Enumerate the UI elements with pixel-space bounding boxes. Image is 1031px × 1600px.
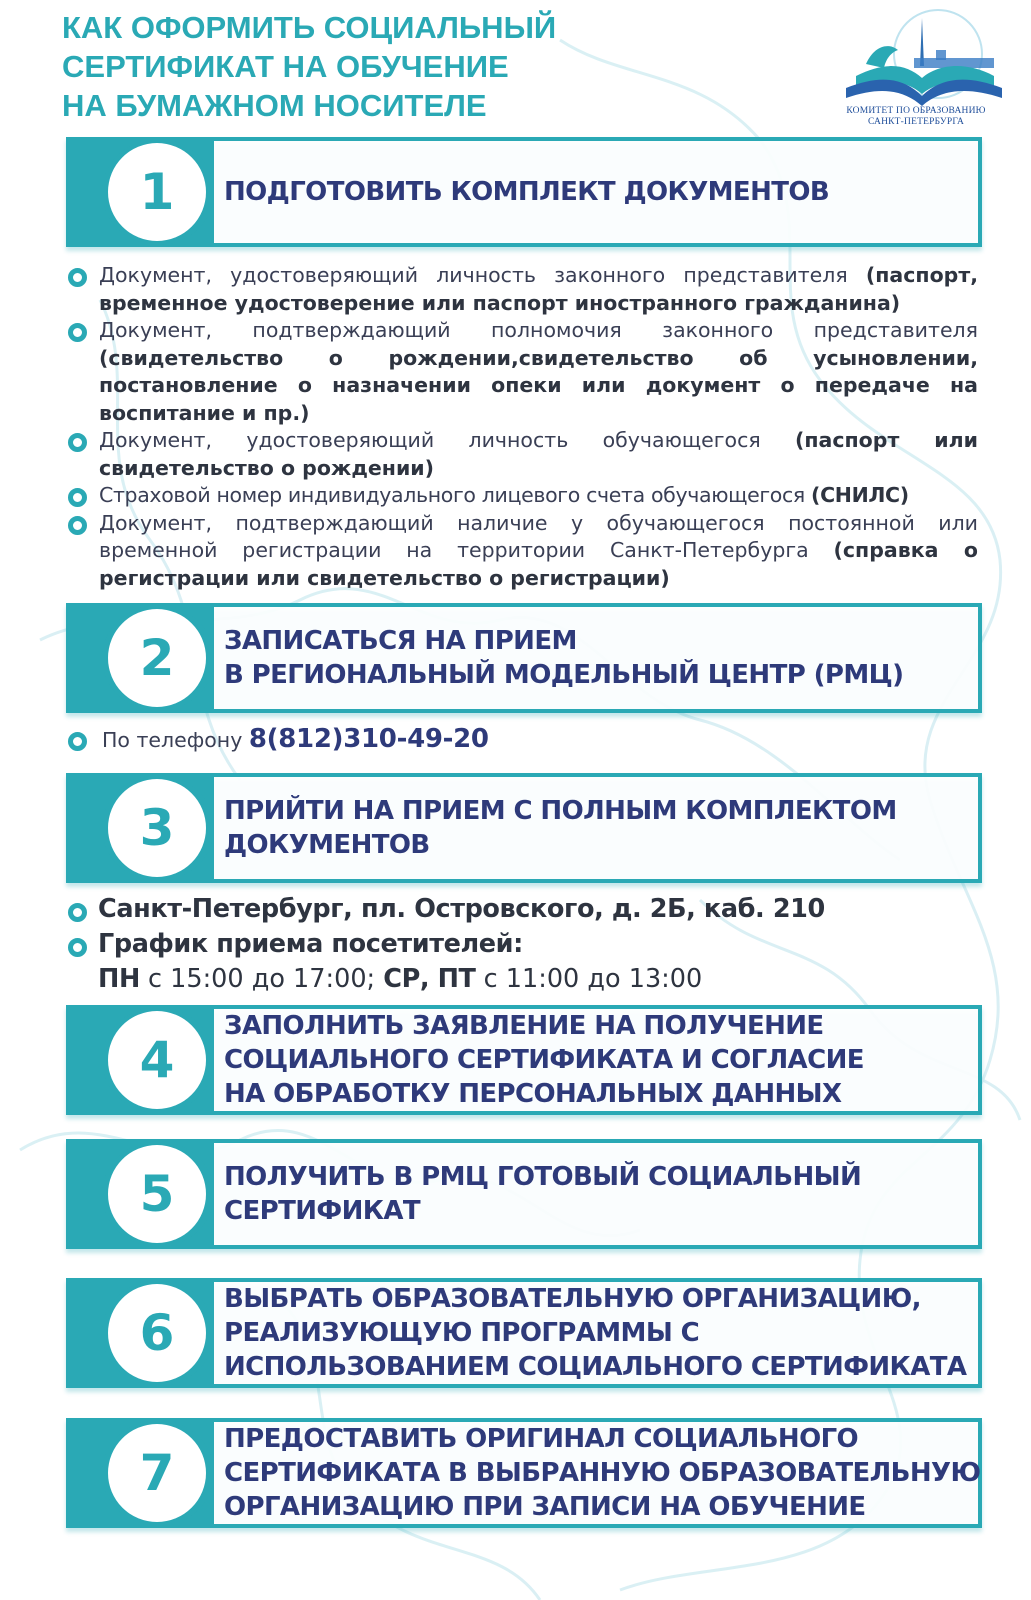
schedule-row: ПН с 15:00 до 17:00; СР, ПТ с 11:00 до 13:00 <box>98 964 703 994</box>
bullet-icon <box>68 938 87 957</box>
step-5 <box>66 1139 982 1249</box>
logo-line-1: КОМИТЕТ ПО ОБРАЗОВАНИЮ <box>846 106 986 116</box>
bullet-icon <box>68 516 87 535</box>
step-title-line: ВЫБРАТЬ ОБРАЗОВАТЕЛЬНУЮ ОРГАНИЗАЦИЮ, <box>224 1284 921 1314</box>
step-number: 4 <box>139 1031 175 1089</box>
list-item: Страховой номер индивидуального лицевого счета обучающегося (СНИЛС) <box>66 482 978 510</box>
bullet-icon <box>68 268 87 287</box>
title-line-2: СЕРТИФИКАТ НА ОБУЧЕНИЕ <box>62 49 509 84</box>
step-title-line: ПРЕДОСТАВИТЬ ОРИГИНАЛ СОЦИАЛЬНОГО <box>224 1424 859 1454</box>
step-title-line: СЕРТИФИКАТА В ВЫБРАННУЮ ОБРАЗОВАТЕЛЬНУЮ <box>224 1458 981 1488</box>
visit-info <box>66 892 825 997</box>
bullet-icon <box>68 323 87 342</box>
logo-line-2: САНКТ-ПЕТЕРБУРГА <box>867 117 965 127</box>
phone-number[interactable]: 8(812)310-49-20 <box>248 724 489 754</box>
title-line-1: КАК ОФОРМИТЬ СОЦИАЛЬНЫЙ <box>62 10 557 45</box>
bullet-icon <box>68 433 87 452</box>
step-title-line: СОЦИАЛЬНОГО СЕРТИФИКАТА И СОГЛАСИЕ <box>224 1045 864 1075</box>
address: Санкт-Петербург, пл. Островского, д. 2Б, каб. 210 <box>98 894 825 924</box>
title-line-3: НА БУМАЖНОМ НОСИТЕЛЕ <box>62 88 487 123</box>
step-title-line: ОРГАНИЗАЦИЮ ПРИ ЗАПИСИ НА ОБУЧЕНИЕ <box>224 1492 866 1522</box>
step-title-line: ЗАПОЛНИТЬ ЗАЯВЛЕНИЕ НА ПОЛУЧЕНИЕ <box>224 1011 824 1041</box>
step-4 <box>66 1005 982 1115</box>
step-title-line: В РЕГИОНАЛЬНЫЙ МОДЕЛЬНЫЙ ЦЕНТР (РМЦ) <box>224 660 904 690</box>
step-title-line: ПРИЙТИ НА ПРИЕМ С ПОЛНЫМ КОМПЛЕКТОМ <box>224 796 897 826</box>
list-item: Документ, удостоверяющий личность законного представителя (паспорт, временное удостоверение или паспорт иностранного гражданина) <box>66 262 978 317</box>
step-2 <box>66 603 982 713</box>
bullet-icon <box>68 903 87 922</box>
step-6 <box>66 1278 982 1388</box>
address-row <box>66 892 825 927</box>
step-number: 6 <box>139 1304 175 1362</box>
schedule-title: График приема посетителей: <box>98 929 523 959</box>
documents-list <box>66 262 978 592</box>
phone-label: По телефону <box>102 728 249 752</box>
step-number: 3 <box>139 799 175 857</box>
bullet-icon <box>68 732 87 751</box>
step-title-line: РЕАЛИЗУЮЩУЮ ПРОГРАММЫ С <box>224 1318 700 1348</box>
step-title-line: НА ОБРАБОТКУ ПЕРСОНАЛЬНЫХ ДАННЫХ <box>224 1079 842 1109</box>
phone-row <box>66 724 489 754</box>
step-title-line: ПОЛУЧИТЬ В РМЦ ГОТОВЫЙ СОЦИАЛЬНЫЙ <box>224 1162 862 1192</box>
list-item: Документ, подтверждающий наличие у обучающегося постоянной или временной регистрации на территории Санкт-Петербурга (справка о регистрации или свидетельство о регистрации) <box>66 510 978 593</box>
bullet-icon <box>68 488 87 507</box>
step-number: 1 <box>139 163 175 221</box>
logo-caption <box>826 106 1006 128</box>
step-title-line: ЗАПИСАТЬСЯ НА ПРИЕМ <box>224 626 577 656</box>
step-number: 2 <box>139 629 175 687</box>
step-title-line: ДОКУМЕНТОВ <box>224 830 430 860</box>
step-number: 7 <box>139 1444 175 1502</box>
step-title-line: ПОДГОТОВИТЬ КОМПЛЕКТ ДОКУМЕНТОВ <box>224 177 830 207</box>
step-title-line: СЕРТИФИКАТ <box>224 1196 421 1226</box>
step-1 <box>66 137 982 247</box>
step-title-line: ИСПОЛЬЗОВАНИЕМ СОЦИАЛЬНОГО СЕРТИФИКАТА <box>224 1352 967 1382</box>
page-title <box>62 8 802 125</box>
step-3 <box>66 773 982 883</box>
list-item: Документ, подтверждающий полномочия законного представителя (свидетельство о рождении,свидетельство об усыновлении, постановление о назначении опеки или документ о передаче на воспитание и пр.) <box>66 317 978 427</box>
list-item: Документ, удостоверяющий личность обучающегося (паспорт или свидетельство о рождении) <box>66 427 978 482</box>
schedule-title-row <box>66 927 825 962</box>
step-number: 5 <box>139 1165 175 1223</box>
step-7 <box>66 1418 982 1528</box>
